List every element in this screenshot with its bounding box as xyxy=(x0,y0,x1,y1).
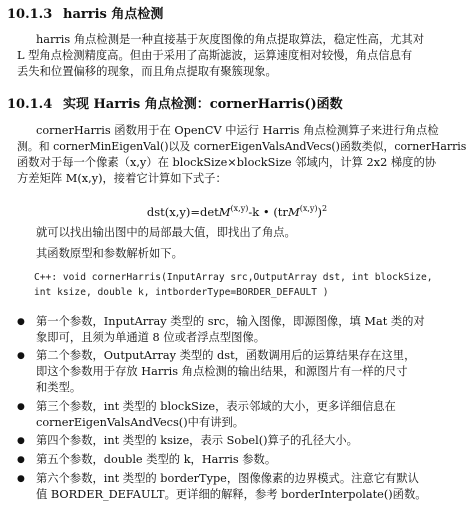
paragraph-line: 函数对于每一个像素（x,y）在 blockSize×blockSize 邻域内，计算 2x2 梯度的协 xyxy=(17,156,437,169)
list-item: 第四个参数，int 类型的 ksize，表示 Sobel()算子的孔径大小。 xyxy=(36,434,358,447)
list-item: 即这个参数用于存放 Harris 角点检测的输出结果，和源图片有一样的尺寸 xyxy=(36,365,408,378)
bullet-icon: ● xyxy=(17,474,25,484)
paragraph-line: 其函数原型和参数解析如下。 xyxy=(36,247,183,260)
list-item: 值 BORDER_DEFAULT。更详细的解释，参考 borderInterpolate()函数。 xyxy=(36,488,427,501)
section-title-2: 实现 Harris 角点检测：cornerHarris()函数 xyxy=(63,97,343,112)
paragraph-line: L 型角点检测精度高。但由于采用了高斯滤波，运算速度相对较慢，角点信息有 xyxy=(17,49,413,62)
code-line: int ksize, double k, intborderType=BORDER_DEFAULT ) xyxy=(34,287,329,298)
section-title-1: harris 角点检测 xyxy=(63,7,164,22)
section-number-2: 10.1.4 xyxy=(7,97,53,112)
paragraph-line: 就可以找出输出图中的局部最大值，即找出了角点。 xyxy=(36,226,296,239)
bullet-icon: ● xyxy=(17,402,25,412)
harris-formula xyxy=(0,201,474,220)
formula-close-paren: ) xyxy=(317,204,323,219)
section-heading-1 xyxy=(7,7,163,23)
formula-lhs: dst(x,y)=det xyxy=(146,204,219,219)
paragraph-line: harris 角点检测是一种直接基于灰度图像的角点提取算法，稳定性高，尤其对 xyxy=(36,33,425,46)
formula-matrix: M xyxy=(218,204,231,219)
list-item: cornerEigenValsAndVecs()中有讲到。 xyxy=(36,416,245,429)
list-item: 象即可，且须为单通道 8 位或者浮点型图像。 xyxy=(36,331,266,344)
code-line: C++: void cornerHarris(InputArray src,OutputArray dst, int blockSize, xyxy=(34,272,433,283)
formula-superscript: (x,y) xyxy=(230,204,249,213)
paragraph-line: cornerHarris 函数用于在 OpenCV 中运行 Harris 角点检测算子来进行角点检 xyxy=(36,124,439,137)
formula-superscript: (x,y) xyxy=(299,204,318,213)
list-item: 第三个参数，int 类型的 blockSize，表示邻域的大小，更多详细信息在 xyxy=(36,400,396,413)
list-item: 第五个参数，double 类型的 k，Harris 参数。 xyxy=(36,453,277,466)
bullet-icon: ● xyxy=(17,351,25,361)
bullet-icon: ● xyxy=(17,317,25,327)
bullet-icon: ● xyxy=(17,436,25,446)
formula-exponent: 2 xyxy=(322,204,328,213)
formula-matrix: M xyxy=(287,204,300,219)
bullet-icon: ● xyxy=(17,455,25,465)
list-item: 第一个参数，InputArray 类型的 src，输入图像，即源图像，填 Mat 类的对 xyxy=(36,315,425,328)
formula-middle: -k • (tr xyxy=(248,204,288,219)
list-item: 和类型。 xyxy=(36,381,82,394)
paragraph-line: 丢失和位置偏移的现象，而且角点提取有聚簇现象。 xyxy=(17,65,277,78)
paragraph-line: 测。和 cornerMinEigenVal()以及 cornerEigenValsAndVecs()函数类似，cornerHarris xyxy=(17,140,467,153)
paragraph-line: 方差矩阵 M(x,y)，接着它计算如下式子： xyxy=(17,172,227,185)
section-number-1: 10.1.3 xyxy=(7,7,53,22)
section-heading-2 xyxy=(7,97,343,113)
list-item: 第二个参数，OutputArray 类型的 dst，函数调用后的运算结果存在这里， xyxy=(36,349,416,362)
list-item: 第六个参数，int 类型的 borderType，图像像素的边界模式。注意它有默认 xyxy=(36,472,419,485)
